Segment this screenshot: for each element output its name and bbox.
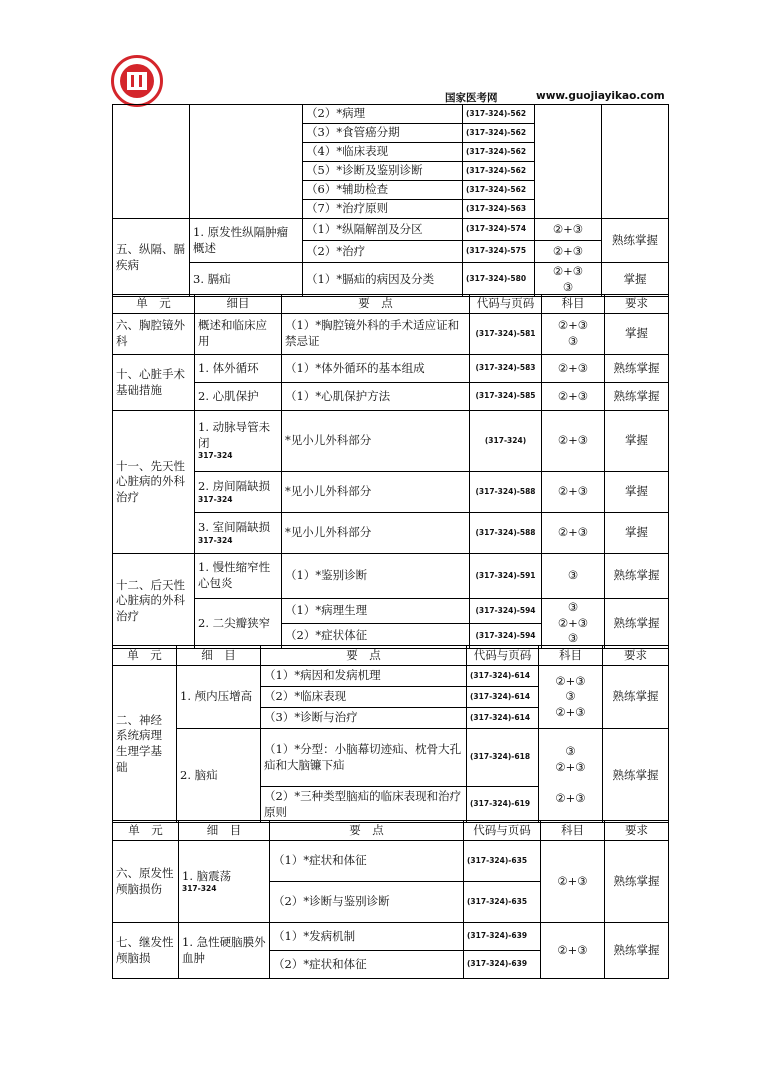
table-row: [113, 841, 669, 882]
code-cell: (317-324)-563: [463, 200, 535, 219]
table-row: [113, 729, 669, 787]
subject-line: ②+③: [552, 264, 584, 278]
subject-cell: [542, 599, 605, 649]
detail-cell: [195, 472, 282, 513]
requirement-cell: 掌握: [605, 411, 669, 472]
point-cell: （1）*胸腔镜外科的手术适应证和禁忌证: [282, 314, 470, 355]
subject-line: ②+③: [557, 318, 589, 333]
subject-cell-empty: [535, 105, 602, 219]
detail-code: 317-324: [182, 884, 217, 894]
subject-cell: ③: [542, 554, 605, 599]
header-unit: 单 元: [113, 821, 179, 841]
detail-cell: 1. 颅内压增高: [177, 666, 261, 729]
syllabus-table-3: [112, 645, 669, 823]
unit-cell: 十一、先天性心脏病的外科治疗: [113, 411, 195, 554]
code-cell: (317-324)-614: [467, 708, 539, 729]
header-detail: 细 目: [177, 646, 261, 666]
table-row: [113, 263, 669, 297]
subject-cell: [542, 314, 605, 355]
code-cell: (317-324)-618: [467, 729, 539, 787]
header-subject: 科目: [542, 295, 605, 314]
point-cell: （2）*临床表现: [261, 687, 467, 708]
point-cell: （1）*症状和体征: [270, 841, 464, 882]
point-cell: （1）*膈疝的病因及分类: [303, 263, 463, 297]
detail-code: 317-324: [198, 451, 233, 461]
code-cell: (317-324)-594: [470, 599, 542, 624]
point-cell: （2）*治疗: [303, 241, 463, 263]
code-cell: (317-324)-562: [463, 181, 535, 200]
code-cell: (317-324)-575: [463, 241, 535, 263]
point-cell: （1）*体外循环的基本组成: [282, 355, 470, 383]
subject-cell: [539, 666, 603, 729]
header-subject: 科目: [541, 821, 605, 841]
point-cell: （3）*食管癌分期: [303, 124, 463, 143]
code-cell: (317-324)-614: [467, 687, 539, 708]
point-cell: （4）*临床表现: [303, 143, 463, 162]
point-cell: （1）*发病机制: [270, 923, 464, 951]
requirement-cell: 熟练掌握: [605, 841, 669, 923]
code-cell: (317-324)-619: [467, 787, 539, 823]
requirement-cell: 掌握: [605, 472, 669, 513]
table-row: [113, 411, 669, 472]
table-row: [113, 105, 669, 124]
subject-cell: ②+③: [542, 383, 605, 411]
code-cell: (317-324)-580: [463, 263, 535, 297]
unit-cell: 十、心脏手术基础措施: [113, 355, 195, 411]
unit-cell: 十二、后天性心脏病的外科治疗: [113, 554, 195, 649]
detail-cell: [195, 411, 282, 472]
point-cell: （1）*病理生理: [282, 599, 470, 624]
table-row: [113, 554, 669, 599]
header-code: 代码与页码: [470, 295, 542, 314]
code-cell: (317-324)-562: [463, 143, 535, 162]
code-cell: (317-324)-562: [463, 162, 535, 181]
point-cell: （1）*纵隔解剖及分区: [303, 219, 463, 241]
point-cell: （1）*鉴别诊断: [282, 554, 470, 599]
detail-cell: 概述和临床应用: [195, 314, 282, 355]
requirement-cell: 熟练掌握: [605, 599, 669, 649]
detail-cell-empty: [190, 105, 303, 219]
code-cell: (317-324)-639: [464, 951, 541, 979]
code-cell: (317-324)-588: [470, 472, 542, 513]
code-cell: (317-324)-588: [470, 513, 542, 554]
header-requirement: 要求: [603, 646, 669, 666]
unit-cell: 二、神经系统病理生理学基础: [113, 666, 177, 823]
detail-cell: 2. 脑疝: [177, 729, 261, 823]
code-cell: (317-324)-585: [470, 383, 542, 411]
header-row: [113, 646, 669, 666]
code-cell: (317-324)-635: [464, 841, 541, 882]
header-subject: 科目: [539, 646, 603, 666]
requirement-cell: 熟练掌握: [605, 355, 669, 383]
point-cell: （2）*三种类型脑疝的临床表现和治疗原则: [261, 787, 467, 823]
requirement-cell-empty: [602, 105, 669, 219]
header-unit: 单 元: [113, 646, 177, 666]
table-row: [113, 383, 669, 411]
table-row: [113, 355, 669, 383]
subject-line: ②+③: [555, 673, 586, 688]
subject-line: ③: [567, 600, 579, 614]
site-name: 国家医考网: [445, 92, 498, 104]
detail-text: 1. 脑震荡: [182, 868, 232, 883]
subject-line: ②+③: [555, 759, 586, 774]
detail-text: 2. 房间隔缺损: [198, 479, 271, 494]
header-code: 代码与页码: [464, 821, 541, 841]
point-cell: （2）*症状体征: [282, 623, 470, 648]
subject-cell: ②+③: [541, 841, 605, 923]
subject-line: ③: [565, 744, 576, 759]
site-url[interactable]: www.guojiayikao.com: [536, 90, 665, 102]
syllabus-table-4: [112, 820, 669, 979]
syllabus-table-2: [112, 294, 669, 649]
header-point: 要 点: [270, 821, 464, 841]
detail-cell: 1. 慢性缩窄性心包炎: [195, 554, 282, 599]
header-row: [113, 821, 669, 841]
table-row: [113, 923, 669, 951]
subject-cell: ②+③: [542, 411, 605, 472]
detail-cell: 1. 体外循环: [195, 355, 282, 383]
point-cell: （7）*治疗原则: [303, 200, 463, 219]
point-cell: （1）*分型：小脑幕切迹疝、枕骨大孔疝和大脑镰下疝: [261, 729, 467, 787]
header-detail: 细目: [195, 295, 282, 314]
requirement-cell: 掌握: [605, 513, 669, 554]
header-requirement: 要求: [605, 295, 669, 314]
syllabus-table-1: [112, 104, 669, 297]
subject-line: ③: [567, 334, 579, 348]
code-cell: (317-324)-562: [463, 105, 535, 124]
subject-cell: ②+③: [542, 472, 605, 513]
detail-cell: 3. 膈疝: [190, 263, 303, 297]
table-row: [113, 599, 669, 624]
header-code: 代码与页码: [467, 646, 539, 666]
detail-text: 1. 动脉导管未闭: [198, 420, 271, 450]
code-cell: (317-324)-574: [463, 219, 535, 241]
detail-cell: [179, 841, 270, 923]
unit-cell: 七、继发性颅脑损: [113, 923, 179, 979]
requirement-cell: 掌握: [602, 263, 669, 297]
unit-cell: 六、原发性颅脑损伤: [113, 841, 179, 923]
detail-cell: 2. 心肌保护: [195, 383, 282, 411]
code-cell: (317-324)-591: [470, 554, 542, 599]
code-cell: (317-324)-594: [470, 623, 542, 648]
header-row: [113, 295, 669, 314]
requirement-cell: 掌握: [605, 314, 669, 355]
detail-text: 3. 室间隔缺损: [198, 520, 271, 535]
table-row: [113, 219, 669, 241]
requirement-cell: 熟练掌握: [603, 666, 669, 729]
subject-cell: [539, 729, 603, 823]
detail-code: 317-324: [198, 535, 233, 545]
point-cell: （2）*诊断与鉴别诊断: [270, 882, 464, 923]
detail-cell: [195, 513, 282, 554]
point-cell: *见小儿外科部分: [282, 513, 470, 554]
point-cell: （1）*心肌保护方法: [282, 383, 470, 411]
point-cell: （3）*诊断与治疗: [261, 708, 467, 729]
subject-line: ②+③: [555, 704, 586, 719]
requirement-cell: 熟练掌握: [603, 729, 669, 823]
point-cell: （2）*病理: [303, 105, 463, 124]
subject-line: ③: [562, 279, 574, 294]
code-cell: (317-324)-614: [467, 666, 539, 687]
table-row: [113, 666, 669, 687]
subject-line: ②+③: [555, 791, 586, 806]
point-cell: （6）*辅助检查: [303, 181, 463, 200]
code-cell: (317-324)-583: [470, 355, 542, 383]
code-cell: (317-324)-581: [470, 314, 542, 355]
subject-line: ③: [567, 631, 579, 646]
code-cell: (317-324)-635: [464, 882, 541, 923]
point-cell: *见小儿外科部分: [282, 472, 470, 513]
point-cell: *见小儿外科部分: [282, 411, 470, 472]
logo-mark: [127, 72, 147, 90]
code-cell: (317-324)-562: [463, 124, 535, 143]
requirement-cell: 熟练掌握: [605, 383, 669, 411]
header-unit: 单 元: [113, 295, 195, 314]
detail-cell: 1. 原发性纵隔肿瘤概述: [190, 219, 303, 263]
point-cell: （2）*症状和体征: [270, 951, 464, 979]
code-cell: (317-324): [470, 411, 542, 472]
subject-line: ③: [565, 689, 576, 704]
subject-cell: ②+③: [535, 241, 602, 263]
subject-cell: ②+③: [542, 355, 605, 383]
header-point: 要 点: [282, 295, 470, 314]
detail-cell: 2. 二尖瓣狭窄: [195, 599, 282, 649]
unit-cell: 六、胸腔镜外科: [113, 314, 195, 355]
header-point: 要 点: [261, 646, 467, 666]
header-detail: 细 目: [179, 821, 270, 841]
requirement-cell: 熟练掌握: [605, 923, 669, 979]
table-row: [113, 314, 669, 355]
header-requirement: 要求: [605, 821, 669, 841]
detail-cell: 1. 急性硬脑膜外血肿: [179, 923, 270, 979]
requirement-cell: 熟练掌握: [605, 554, 669, 599]
point-cell: （5）*诊断及鉴别诊断: [303, 162, 463, 181]
code-cell: (317-324)-639: [464, 923, 541, 951]
detail-code: 317-324: [198, 494, 233, 504]
table-row: [113, 472, 669, 513]
subject-line: ②+③: [557, 615, 589, 630]
unit-cell-empty: [113, 105, 190, 219]
requirement-cell: 熟练掌握: [602, 219, 669, 263]
subject-cell: ②+③: [542, 513, 605, 554]
point-cell: （1）*病因和发病机理: [261, 666, 467, 687]
table-row: [113, 513, 669, 554]
unit-cell: 五、纵隔、膈疾病: [113, 219, 190, 297]
subject-cell: ②+③: [535, 219, 602, 241]
guojiayikao-logo: [111, 55, 163, 107]
subject-cell: ②+③: [541, 923, 605, 979]
subject-cell: [535, 263, 602, 297]
